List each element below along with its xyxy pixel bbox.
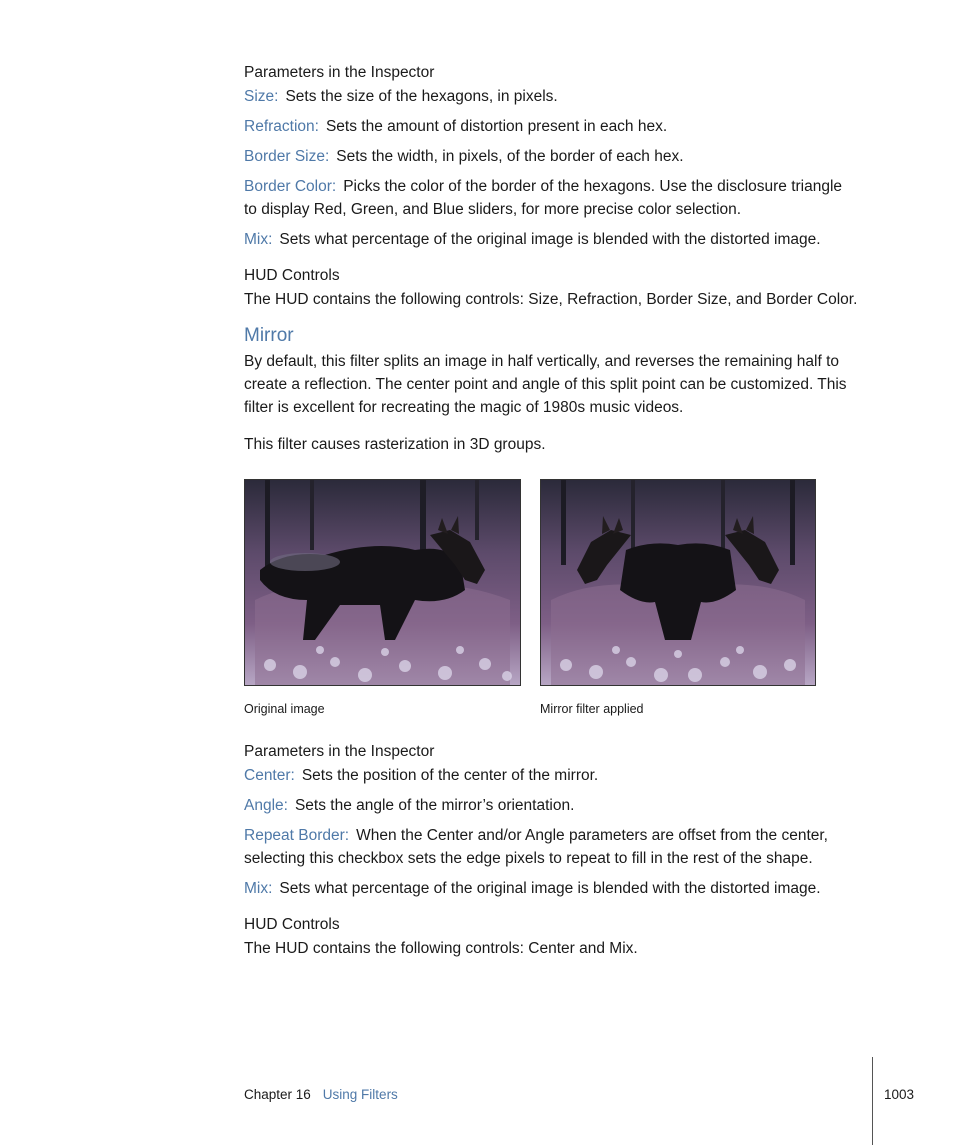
inspector-heading-2: Parameters in the Inspector [244,743,435,760]
param-border-color [244,175,842,221]
chapter-number: Chapter 16 [244,1087,311,1102]
hud-heading-2: HUD Controls [244,916,340,933]
param-desc: Sets the size of the hexagons, in pixels. [285,88,558,105]
param-desc: Sets the amount of distortion present in each hex. [325,118,668,135]
caption-mirror-applied: Mirror filter applied [540,702,644,716]
section-title-mirror: Mirror [244,325,294,346]
param-term: Border Size: [244,148,330,165]
param-refraction [244,115,667,138]
param-term: Angle: [244,797,288,814]
mirror-intro [244,350,847,419]
param-desc: Sets the width, in pixels, of the border of each hex. [336,148,684,165]
param-term: Center: [244,767,295,784]
param-term: Mix: [244,880,273,897]
param-term: Refraction: [244,118,319,135]
param-mix-2 [244,877,821,900]
caption-original: Original image [244,702,325,716]
chapter-title: Using Filters [322,1087,398,1102]
param-term: Repeat Border: [244,827,350,844]
param-desc: When the Center and/or Angle parameters are offset from the center, [356,827,828,844]
mirror-filter-image [540,479,816,686]
hud-text-1: The HUD contains the following controls: Size, Refraction, Border Size, and Border Color. [244,291,858,308]
param-repeat-border [244,824,828,870]
hud-text-2: The HUD contains the following controls: Center and Mix. [244,940,638,957]
footer-chapter [244,1087,398,1102]
inspector-heading-1: Parameters in the Inspector [244,64,435,81]
intro-line: create a reflection. The center point and angle of this split point can be customized. This [244,376,847,393]
param-border-size [244,145,684,168]
param-term: Mix: [244,231,273,248]
param-term: Border Color: [244,178,337,195]
param-desc: Picks the color of the border of the hexagons. Use the disclosure triangle [343,178,843,195]
param-desc: Sets what percentage of the original image is blended with the distorted image. [279,880,821,897]
param-desc: Sets the position of the center of the mirror. [301,767,599,784]
moose-photo-original [245,480,520,685]
footer-divider [872,1057,873,1145]
page-number: 1003 [884,1087,915,1102]
param-desc: Sets what percentage of the original image is blended with the distorted image. [279,231,821,248]
intro-line: By default, this filter splits an image in half vertically, and reverses the remaining half to [244,353,840,370]
moose-photo-mirrored [541,480,815,685]
intro-line: filter is excellent for recreating the magic of 1980s music videos. [244,399,684,416]
param-angle [244,794,574,817]
hud-heading-1: HUD Controls [244,267,340,284]
mirror-note: This filter causes rasterization in 3D groups. [244,436,546,453]
param-desc-cont: selecting this checkbox sets the edge pixels to repeat to fill in the rest of the shape. [244,850,813,867]
param-center [244,764,598,787]
param-term: Size: [244,88,279,105]
param-desc: Sets the angle of the mirror’s orientation. [294,797,575,814]
original-image [244,479,521,686]
param-size [244,85,558,108]
param-mix [244,228,821,251]
param-desc-cont: to display Red, Green, and Blue sliders, for more precise color selection. [244,201,742,218]
